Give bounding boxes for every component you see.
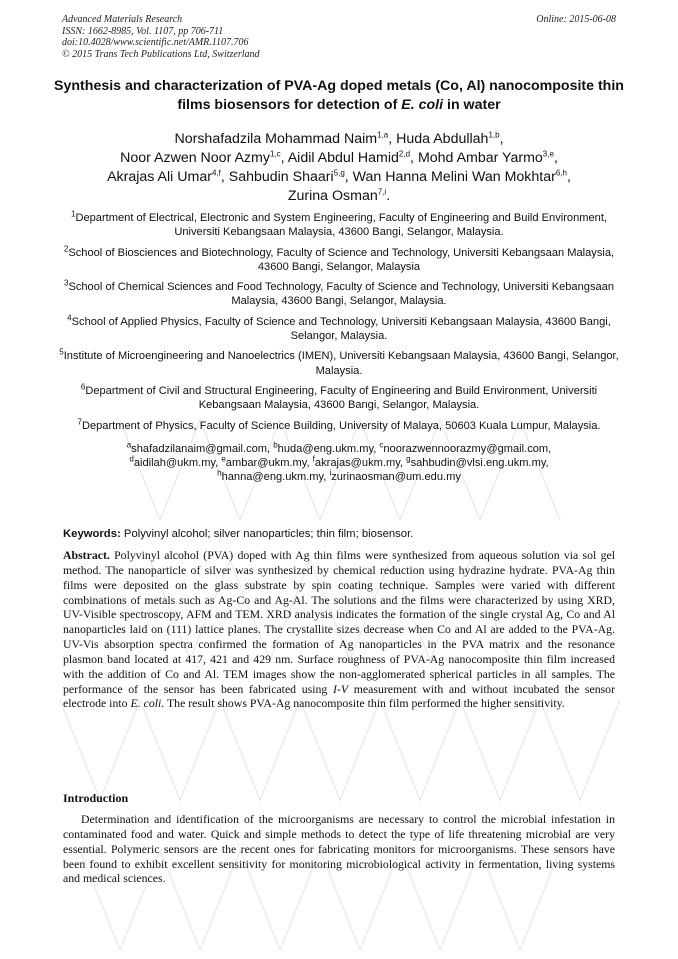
author-separator: , (410, 150, 418, 166)
author-name: Noor Azwen Noor Azmy (120, 150, 270, 166)
author-separator: , (499, 131, 504, 147)
author-list (40, 130, 638, 206)
abstract-text: Polyvinyl alcohol (PVA) doped with Ag thin films were synthesized from aqueous solution via sol gel method. The nanoparticle of silver was synthesized by chemical reduction using hydrazine hydrate. PVA-Ag thin films were deposited on the glass substrate by spin coating technique. Samples were varied with different combinations of metals such as Ag-Co and Ag-Al. The solutions and the films were characterized by using XRD, UV-Visible spectroscopy, AFM and TEM. XRD analysis indicates the formation of the single crystal Ag, Co and Al nanoparticles laid on (111) lattice planes. The crystallite sizes decrease when Co and Al are added to the PVA-Ag. UV-Vis absorption spectra confirmed the formation of Ag nanoparticles in the PVA matrix and the resonance plasmon band located at 417, 421 and 429 nm. Surface roughness of PVA-Ag nanocomposite thin film increased with the addition of Co and Al. TEM images show the non-agglomerated spherical particles in all samples. The performance of the sensor has been fabricated using (63, 548, 615, 696)
abstract-text: measurement with and without incubated the sensor electrode into (63, 681, 616, 711)
author-name: Sahbudin Shaari (228, 169, 334, 185)
email-list (55, 442, 623, 485)
email-address[interactable]: huda@eng.ukm.my, (277, 442, 380, 455)
email-line (55, 470, 623, 484)
abstract-label: Abstract. (63, 548, 110, 562)
affiliation (55, 315, 623, 344)
abstract (63, 548, 615, 711)
email-marker: a (126, 440, 132, 450)
keywords-text: Polyvinyl alcohol; silver nanoparticles; thin film; biosensor. (120, 528, 414, 540)
author-name: Aidil Abdul Hamid (287, 150, 399, 166)
affiliation (55, 280, 623, 309)
author-name: Wan Hanna Melini Wan Mokhtar (352, 169, 556, 185)
email-marker: c (379, 440, 384, 450)
introduction-paragraph: Determination and identification of the microorganisms are necessary to control the microbial infestation in contaminated food and water. Quick and simple methods to detect the type of life threatening microbial are very essential. Polymeric sensors are the recent ones for fabricating monitors for microorganisms. These sensors have been found to exhibit excellent sensitivity for monitoring microbiological activity in fermentation, living systems and medical sciences. (63, 812, 615, 886)
author (120, 150, 288, 166)
affiliation (55, 211, 623, 240)
affiliation-number: 1 (71, 209, 76, 219)
email-address[interactable]: sahbudin@vlsi.eng.ukm.my, (410, 457, 549, 470)
author-separator: , (566, 169, 571, 185)
online-date: Online: 2015-06-08 (536, 14, 616, 25)
author-separator: , (220, 169, 229, 185)
author-separator: , (344, 169, 353, 185)
author (418, 150, 558, 166)
doi-line: doi:10.4028/www.scientific.net/AMR.1107.706 (62, 37, 249, 48)
author (288, 150, 418, 166)
email-address[interactable]: shafadzilanaim@gmail.com, (131, 442, 274, 455)
author (229, 169, 353, 185)
email-address[interactable]: ambar@ukm.my, (225, 457, 313, 470)
affiliation-text: Department of Physics, Faculty of Science Building, University of Malaya, 50603 Kuala Lumpur, Malaysia. (81, 419, 601, 432)
author-affiliation-marker: 1,a (377, 130, 389, 140)
affiliation-number: 6 (80, 382, 86, 392)
author (174, 131, 396, 147)
author-separator: . (386, 188, 391, 204)
copyright-line: © 2015 Trans Tech Publications Ltd, Switzerland (62, 48, 260, 60)
affiliation-text: Department of Civil and Structural Engineering, Faculty of Engineering and Build Environment, Universiti Kebangsaan Malaysia, 43600 Bangi, Selangor, Malaysia. (85, 384, 598, 412)
abstract-species: E. coli (130, 696, 162, 711)
email-address[interactable]: zurinaosman@um.edu.my (331, 471, 461, 484)
title-text: Synthesis and characterization of PVA-Ag doped metals (Co, Al) nanocomposite thin films biosensors for detection of (54, 78, 624, 113)
author-name: Mohd Ambar Yarmo (417, 150, 543, 166)
email-address[interactable]: aidilah@ukm.my, (133, 457, 222, 470)
affiliation-text: School of Applied Physics, Faculty of Science and Technology, Universiti Kebangsaan Malaysia, 43600 Bangi, Selangor, Malaysia. (71, 315, 611, 343)
author-affiliation-marker: 4,f (211, 168, 221, 178)
author-affiliation-marker: 3,e (542, 149, 554, 159)
author-affiliation-marker: 5,g (333, 168, 345, 178)
author-affiliation-marker: 1,c (269, 149, 281, 159)
abstract-text: . The result shows PVA-Ag nanocomposite thin film performed the higher sensitivity. (161, 696, 565, 711)
author (288, 188, 390, 204)
author-affiliation-marker: 6,h (555, 168, 567, 178)
author-separator: , (280, 150, 288, 166)
affiliation-text: Department of Electrical, Electronic and System Engineering, Faculty of Engineering and Build Environment, Universiti Kebangsaan Malaysia, 43600 Bangi, Selangor, Malaysia. (75, 212, 607, 239)
affiliation (55, 349, 623, 378)
email-line (55, 456, 623, 470)
section-heading-introduction: Introduction (63, 791, 129, 805)
affiliation-number: 4 (67, 313, 72, 323)
email-marker: g (406, 454, 411, 464)
email-address[interactable]: noorazwennoorazmy@gmail.com, (383, 442, 552, 455)
author-affiliation-marker: 1,b (488, 130, 500, 140)
affiliation-number: 5 (59, 347, 64, 357)
author-affiliation-marker: 2,d (398, 149, 411, 159)
publication-info (62, 14, 260, 60)
author-separator: , (553, 150, 558, 166)
affiliation (55, 243, 623, 275)
email-address[interactable]: akrajas@ukm.my, (314, 457, 407, 470)
affiliation-number: 7 (77, 416, 82, 426)
affiliation-list (55, 211, 623, 485)
affiliation-text: School of Chemical Sciences and Food Technology, Faculty of Science and Technology, Universiti Kebangsaan Malaysia, 43600 Bangi, Selangor, Malaysia. (68, 281, 614, 308)
email-marker: h (217, 468, 222, 478)
affiliation-number: 2 (63, 243, 69, 253)
email-line (55, 442, 623, 456)
author (353, 169, 571, 185)
author (396, 131, 503, 147)
author-name: Akrajas Ali Umar (107, 169, 212, 185)
abstract-iv-term: I-V (332, 681, 349, 696)
author-name: Norshafadzila Mohammad Naim (174, 131, 378, 147)
email-marker: b (273, 440, 278, 450)
email-address[interactable]: hanna@eng.ukm.my, (221, 471, 330, 484)
title-italic-species: E. coli (401, 97, 444, 113)
journal-name: Advanced Materials Research (62, 14, 183, 25)
keywords-label: Keywords: (63, 528, 121, 540)
affiliation (55, 416, 623, 433)
issn-line: ISSN: 1662-8985, Vol. 1107, pp 706-711 (62, 25, 224, 37)
author-affiliation-marker: 7,i (377, 187, 387, 197)
author-name: Zurina Osman (287, 188, 378, 204)
author-name: Huda Abdullah (396, 131, 489, 147)
publication-header (62, 14, 616, 60)
email-marker: f (312, 454, 315, 464)
keywords (63, 528, 615, 540)
author (107, 169, 229, 185)
affiliation-text: School of Biosciences and Biotechnology, Faculty of Science and Technology, Universiti Kebangsaan Malaysia, 43600 Bangi, Selangor, Malaysia (68, 246, 615, 273)
affiliation-text: Institute of Microengineering and Nanoelectrics (IMEN), Universiti Kebangsaan Malaysia, 43600 Bangi, Selangor, Malaysia. (63, 350, 619, 377)
paper-title (40, 77, 638, 115)
author-separator: , (388, 131, 397, 147)
email-marker: i (329, 468, 332, 478)
title-text-end: in water (443, 97, 501, 113)
email-marker: e (221, 454, 226, 464)
affiliation-number: 3 (63, 278, 69, 288)
email-marker: d (129, 454, 134, 464)
affiliation (55, 384, 623, 413)
